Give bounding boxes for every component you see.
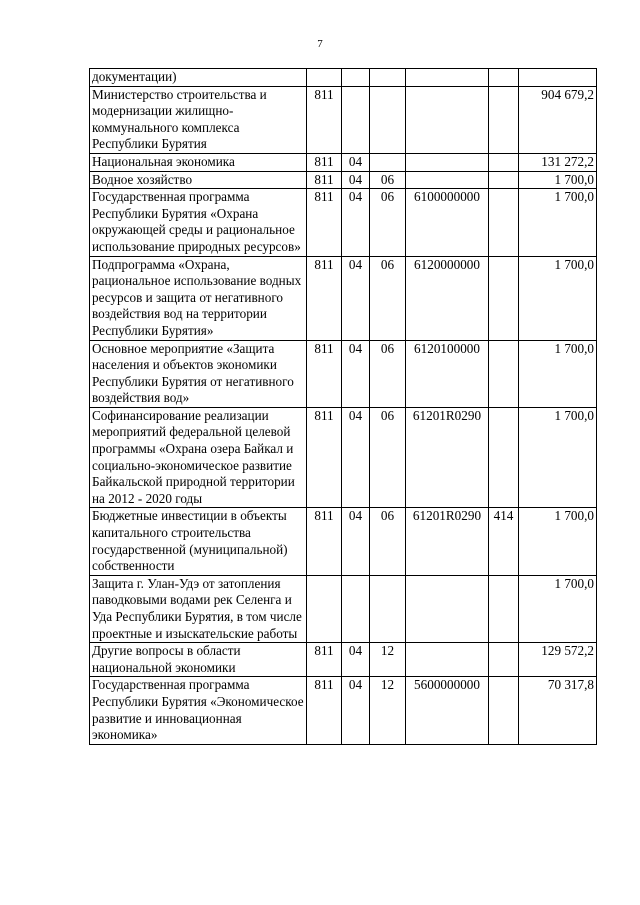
table-row (90, 643, 597, 677)
amount (519, 69, 597, 87)
table-row (90, 189, 597, 256)
budget-table (89, 68, 597, 745)
target-article: 5600000000 (406, 677, 489, 744)
table-row (90, 171, 597, 189)
expense-type (489, 69, 519, 87)
target-article: 6120100000 (406, 340, 489, 407)
expense-type (489, 153, 519, 171)
expense-type (489, 407, 519, 508)
row-name: Бюджетные инвестиции в объекты капитального строительства государственной (муниципальной) собственности (90, 508, 307, 575)
target-article (406, 153, 489, 171)
ministry-code: 811 (307, 153, 342, 171)
section-code: 04 (342, 677, 370, 744)
section-code: 04 (342, 153, 370, 171)
expense-type (489, 171, 519, 189)
ministry-code: 811 (307, 508, 342, 575)
section-code: 04 (342, 643, 370, 677)
row-name: Другие вопросы в области национальной экономики (90, 643, 307, 677)
ministry-code: 811 (307, 340, 342, 407)
amount: 1 700,0 (519, 407, 597, 508)
subsection-code: 06 (370, 256, 406, 340)
subsection-code: 06 (370, 189, 406, 256)
table-row (90, 407, 597, 508)
target-article: 6100000000 (406, 189, 489, 256)
table-row (90, 677, 597, 744)
expense-type (489, 86, 519, 153)
table-row (90, 508, 597, 575)
amount: 1 700,0 (519, 340, 597, 407)
table-row (90, 86, 597, 153)
amount: 70 317,8 (519, 677, 597, 744)
row-name: Водное хозяйство (90, 171, 307, 189)
section-code: 04 (342, 407, 370, 508)
subsection-code: 06 (370, 171, 406, 189)
section-code (342, 575, 370, 642)
expense-type (489, 189, 519, 256)
expense-type: 414 (489, 508, 519, 575)
subsection-code: 06 (370, 508, 406, 575)
row-name: Защита г. Улан-Удэ от затопления паводковыми водами рек Селенга и Уда Республики Бурятия, в том числе проектные и изыскательские работы (90, 575, 307, 642)
subsection-code (370, 69, 406, 87)
target-article (406, 86, 489, 153)
subsection-code: 06 (370, 407, 406, 508)
subsection-code (370, 575, 406, 642)
section-code: 04 (342, 256, 370, 340)
expense-type (489, 643, 519, 677)
row-name: Подпрограмма «Охрана, рациональное использование водных ресурсов и защита от негативного воздействия вод на территории Республики Бурятия» (90, 256, 307, 340)
row-name: Министерство строительства и модернизации жилищно-коммунального комплекса Республики Бурятия (90, 86, 307, 153)
subsection-code (370, 86, 406, 153)
section-code (342, 69, 370, 87)
table-row (90, 153, 597, 171)
target-article (406, 171, 489, 189)
amount: 904 679,2 (519, 86, 597, 153)
target-article: 6120000000 (406, 256, 489, 340)
amount: 1 700,0 (519, 256, 597, 340)
amount: 1 700,0 (519, 575, 597, 642)
expense-type (489, 575, 519, 642)
row-name: Основное мероприятие «Защита населения и объектов экономики Республики Бурятия от негативного воздействия вод» (90, 340, 307, 407)
ministry-code: 811 (307, 256, 342, 340)
ministry-code (307, 575, 342, 642)
amount: 131 272,2 (519, 153, 597, 171)
target-article: 61201R0290 (406, 508, 489, 575)
amount: 1 700,0 (519, 508, 597, 575)
expense-type (489, 256, 519, 340)
section-code: 04 (342, 508, 370, 575)
subsection-code: 12 (370, 677, 406, 744)
row-name: Государственная программа Республики Бурятия «Охрана окружающей среды и рациональное использование природных ресурсов» (90, 189, 307, 256)
section-code: 04 (342, 189, 370, 256)
ministry-code: 811 (307, 189, 342, 256)
target-article (406, 575, 489, 642)
section-code: 04 (342, 171, 370, 189)
row-name: Национальная экономика (90, 153, 307, 171)
section-code: 04 (342, 340, 370, 407)
row-name: Государственная программа Республики Бурятия «Экономическое развитие и инновационная экономика» (90, 677, 307, 744)
section-code (342, 86, 370, 153)
table-row (90, 69, 597, 87)
amount: 1 700,0 (519, 171, 597, 189)
amount: 1 700,0 (519, 189, 597, 256)
page-number: 7 (317, 38, 323, 50)
subsection-code: 12 (370, 643, 406, 677)
ministry-code: 811 (307, 643, 342, 677)
ministry-code: 811 (307, 171, 342, 189)
expense-type (489, 340, 519, 407)
expense-type (489, 677, 519, 744)
amount: 129 572,2 (519, 643, 597, 677)
table-row (90, 575, 597, 642)
ministry-code: 811 (307, 86, 342, 153)
row-name: документации) (90, 69, 307, 87)
table-row (90, 340, 597, 407)
ministry-code (307, 69, 342, 87)
target-article: 61201R0290 (406, 407, 489, 508)
target-article (406, 643, 489, 677)
row-name: Софинансирование реализации мероприятий федеральной целевой программы «Охрана озера Байкал и социально-экономическое развитие Байкальской природной территории на 2012 - 2020 годы (90, 407, 307, 508)
subsection-code: 06 (370, 340, 406, 407)
target-article (406, 69, 489, 87)
ministry-code: 811 (307, 677, 342, 744)
subsection-code (370, 153, 406, 171)
ministry-code: 811 (307, 407, 342, 508)
table-row (90, 256, 597, 340)
